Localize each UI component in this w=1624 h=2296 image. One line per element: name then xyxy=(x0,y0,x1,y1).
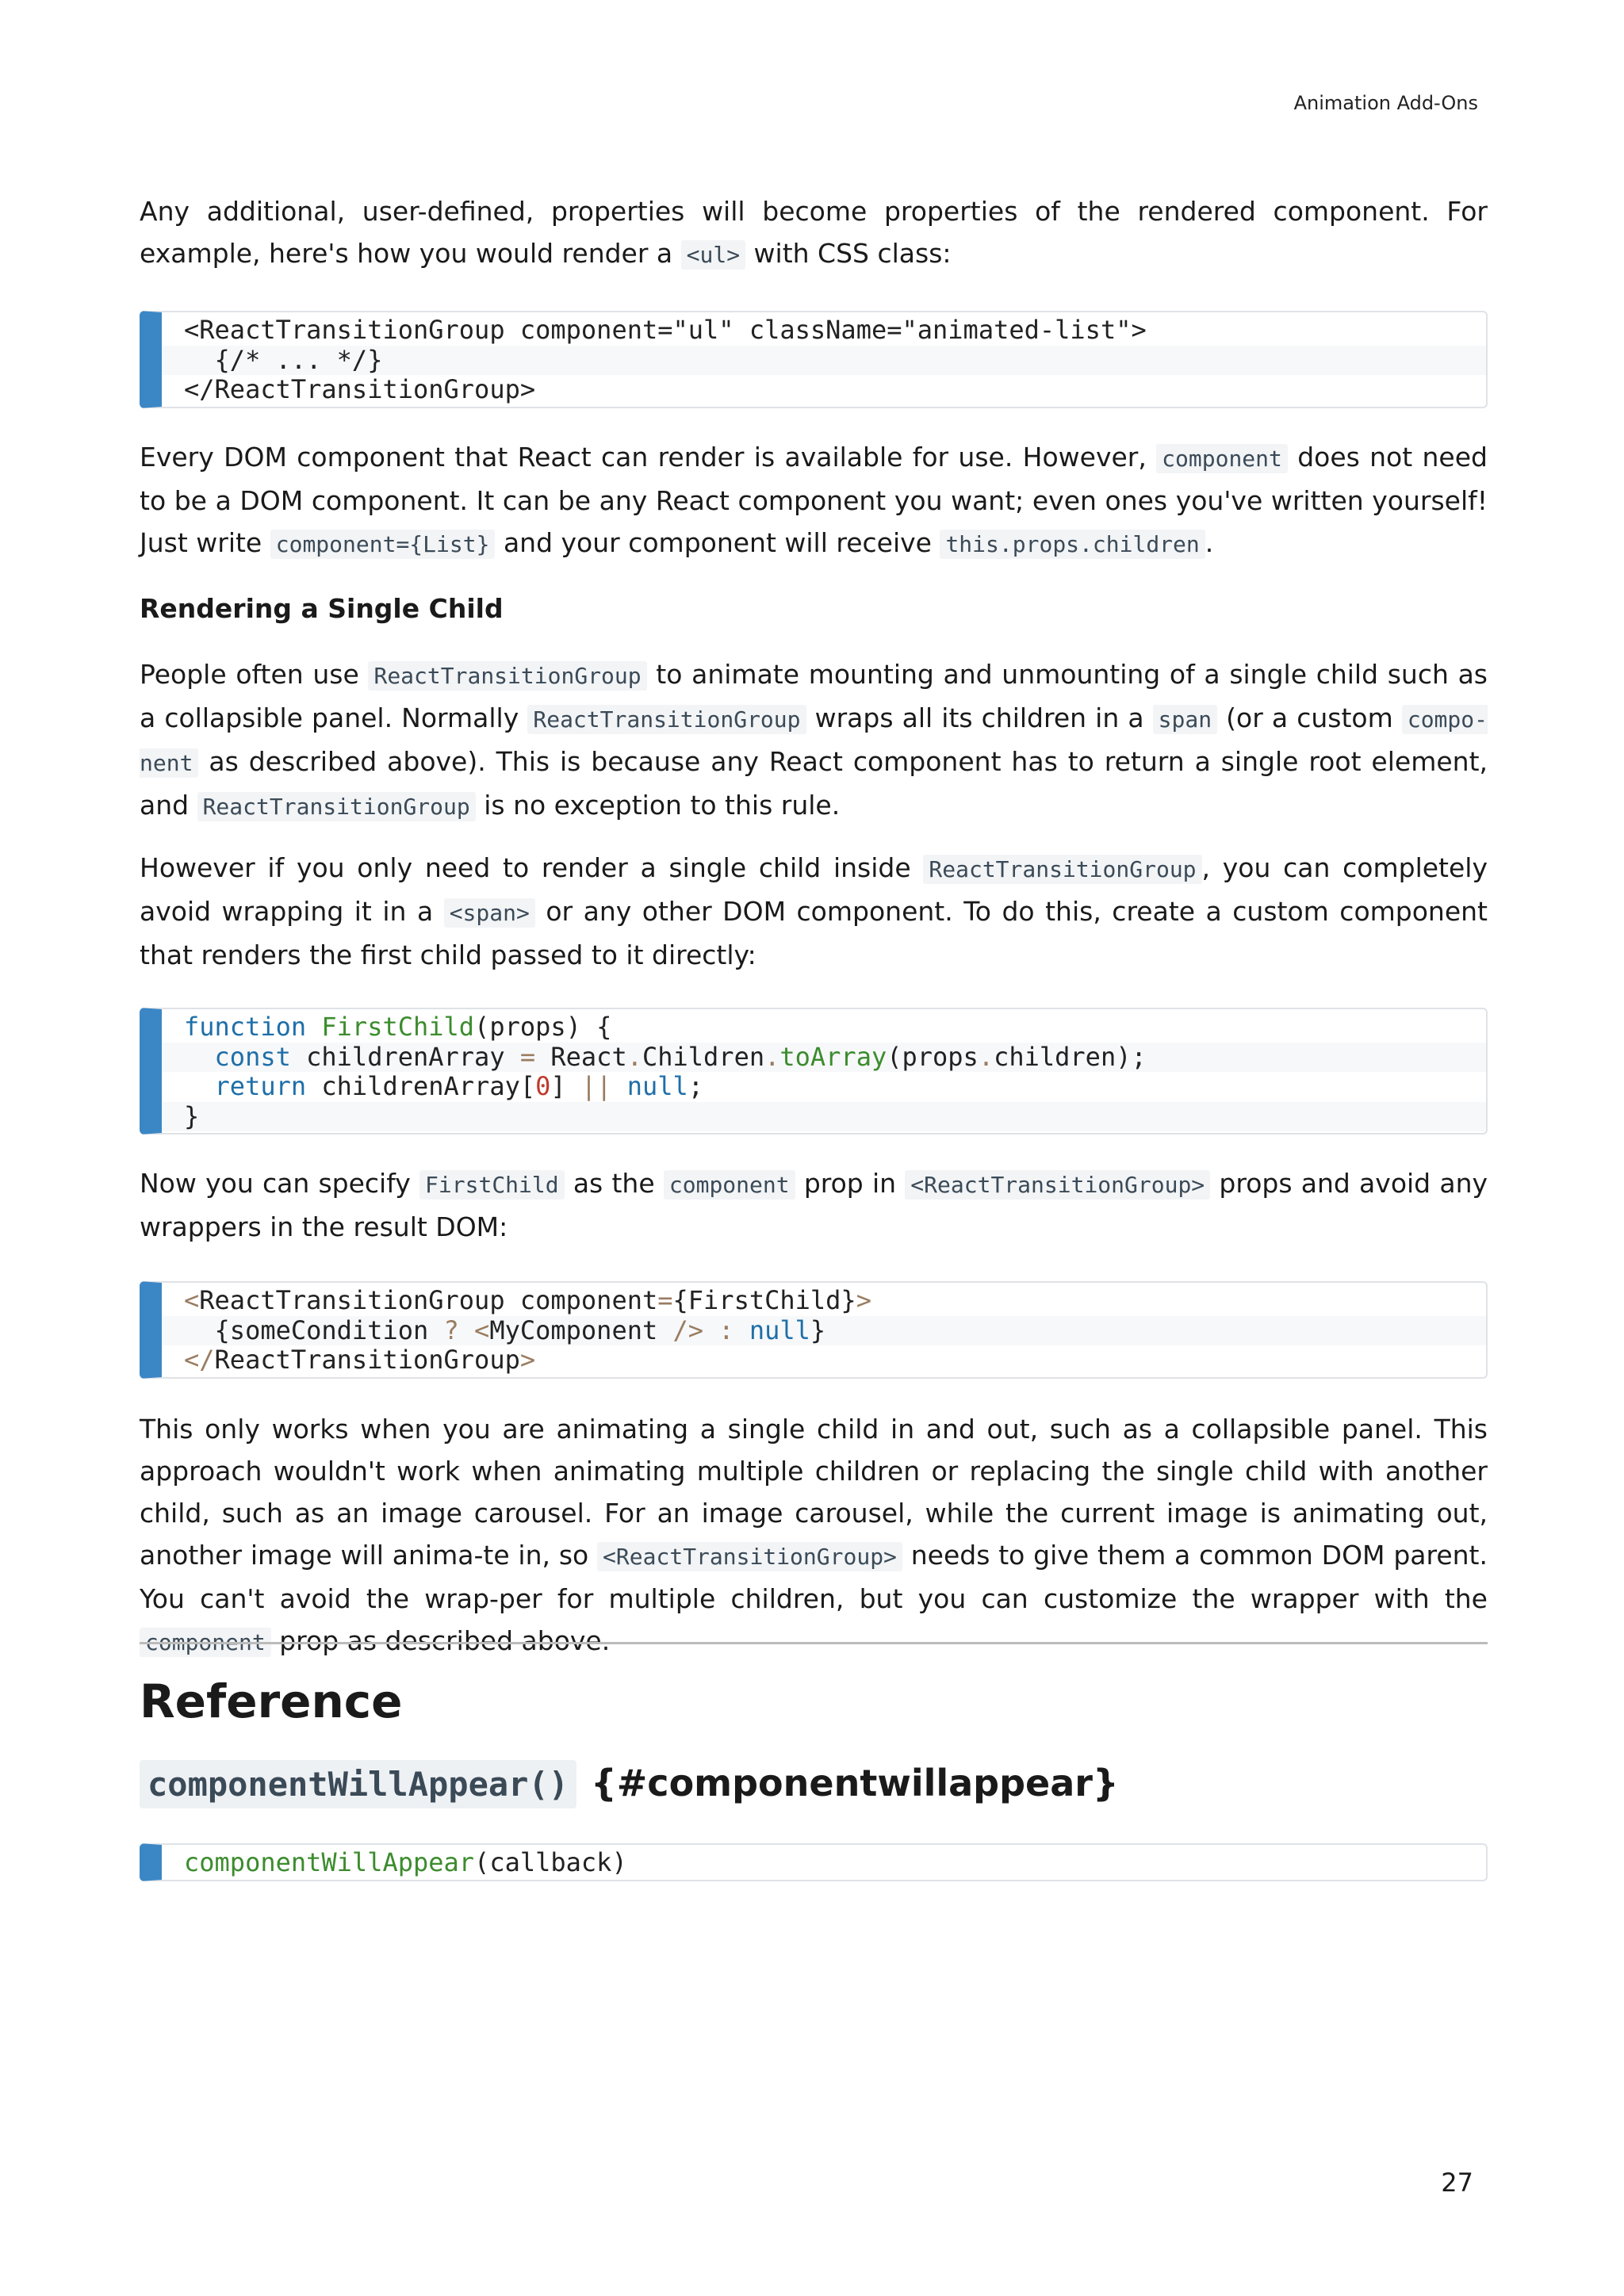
code-token: (props xyxy=(887,1041,979,1072)
reference-heading: Reference xyxy=(140,1674,403,1728)
inline-code: <ReactTransitionGroup> xyxy=(905,1170,1210,1200)
paragraph-single-child xyxy=(140,653,1488,828)
paragraph-avoid-wrapping xyxy=(140,847,1488,976)
method-code: componentWillAppear() xyxy=(140,1760,576,1808)
code-token: ; xyxy=(688,1071,704,1101)
code-line xyxy=(162,1102,1486,1132)
paragraph-text: Now you can specify xyxy=(140,1168,420,1199)
paragraph-text: or any other DOM component. To do this, create a custom component that renders the first child passed to it directly: xyxy=(140,896,1488,970)
paragraph-text: as described above). This is because any React component has to return a single root element, and xyxy=(140,746,1488,821)
code-line xyxy=(184,1072,1486,1102)
paragraph-text: However if you only need to render a single child inside xyxy=(140,852,924,883)
code-line xyxy=(184,1012,1486,1043)
code-token: } xyxy=(810,1314,826,1345)
inline-code: FirstChild xyxy=(419,1170,565,1200)
code-line xyxy=(184,1345,1486,1376)
paragraph-text: People often use xyxy=(140,659,369,690)
code-token: < xyxy=(458,1314,490,1345)
paragraph-text: does not need to be a DOM component. It can be any React component you want; even ones you've written yourself! Just write xyxy=(140,442,1488,558)
paragraph-text: needs to give them a common DOM parent. You can't avoid the wrap-per for multiple children, but you can customize the wrapper with the xyxy=(140,1540,1488,1614)
code-token: /> xyxy=(672,1314,704,1345)
code-block-firstchild xyxy=(140,1008,1488,1135)
code-line: <ReactTransitionGroup component="ul" className="animated-list"> xyxy=(184,315,1147,345)
code-token: children); xyxy=(994,1041,1147,1072)
code-token: Children xyxy=(642,1041,765,1072)
inline-code: component xyxy=(664,1170,795,1200)
paragraph-text: (or a custom xyxy=(1217,702,1402,733)
code-token: ? xyxy=(443,1314,459,1345)
paragraph-text: prop in xyxy=(795,1168,906,1199)
paragraph-text: to animate mounting and unmounting of a single child such as a collapsible panel. Normally xyxy=(140,659,1488,733)
inline-code: span xyxy=(1153,705,1217,734)
inline-code: ReactTransitionGroup xyxy=(368,661,646,691)
section-divider xyxy=(140,1642,1488,1644)
code-block-ul-example xyxy=(140,311,1488,408)
paragraph-intro xyxy=(140,190,1488,276)
code-token: < xyxy=(184,1285,200,1315)
code-token: = xyxy=(657,1285,673,1315)
code-block-signature xyxy=(140,1843,1488,1881)
code-token: > xyxy=(856,1285,871,1315)
paragraph-multiple-children xyxy=(140,1408,1488,1663)
code-token: </ xyxy=(184,1345,215,1375)
inline-code: compo-nent xyxy=(140,706,1488,776)
paragraph-dom-component xyxy=(140,436,1488,565)
paragraph-text: Every DOM component that React can render is available for use. However, xyxy=(140,442,1157,473)
code-token: (props) { xyxy=(474,1012,612,1042)
method-heading xyxy=(140,1762,1119,1804)
running-head: Animation Add-Ons xyxy=(1293,92,1478,114)
paragraph-text: . xyxy=(1205,527,1214,558)
code-token: > xyxy=(519,1345,536,1375)
code-token: FirstChild xyxy=(321,1012,475,1042)
code-token: MyComponent xyxy=(489,1314,673,1345)
code-token: . xyxy=(626,1041,642,1072)
code-token: function xyxy=(184,1012,307,1042)
code-block-component-prop xyxy=(140,1281,1488,1379)
code-token: . xyxy=(764,1041,780,1072)
code-line xyxy=(162,1316,1486,1346)
code-line xyxy=(184,1848,1486,1878)
code-token: {FirstChild} xyxy=(672,1285,856,1315)
code-token: toArray xyxy=(779,1041,887,1072)
inline-code: component={List} xyxy=(270,530,496,559)
code-token: : xyxy=(703,1314,734,1345)
paragraph-text: is no exception to this rule. xyxy=(475,790,841,821)
code-token: React xyxy=(535,1041,627,1072)
inline-code: ReactTransitionGroup xyxy=(527,705,806,734)
code-token: ReactTransitionGroup xyxy=(214,1345,520,1375)
code-line xyxy=(162,1043,1486,1073)
code-line: </ReactTransitionGroup> xyxy=(184,374,536,404)
code-token: const xyxy=(214,1041,291,1072)
paragraph-text: prop as described above. xyxy=(270,1625,611,1656)
paragraph-text: and your component will receive xyxy=(495,527,940,558)
page-number: 27 xyxy=(1441,2168,1473,2198)
code-token: childrenArray xyxy=(290,1041,520,1072)
code-token: return xyxy=(214,1071,307,1101)
inline-code: ReactTransitionGroup xyxy=(923,855,1201,884)
inline-code: <ReactTransitionGroup> xyxy=(597,1542,902,1571)
code-token: ReactTransitionGroup component xyxy=(199,1285,658,1315)
code-token: null xyxy=(733,1314,810,1345)
code-token: ] xyxy=(550,1071,581,1101)
code-token: childrenArray[ xyxy=(306,1071,536,1101)
inline-code: ReactTransitionGroup xyxy=(197,792,476,821)
inline-code: <ul> xyxy=(681,240,745,270)
code-token: componentWillAppear xyxy=(184,1847,475,1877)
code-token: || xyxy=(580,1071,612,1101)
code-token: . xyxy=(978,1041,994,1072)
code-token: = xyxy=(519,1041,536,1072)
paragraph-text: This only works when you are animating a single child in and out, such as a collapsible panel. This approach wouldn't work when animating multiple children or replacing the single child with another child, such as an image carousel. For an image carousel, while the current image is animating out, another image will anima-te in, so xyxy=(140,1414,1488,1571)
inline-code: <span> xyxy=(444,898,535,928)
code-line xyxy=(184,1286,1486,1316)
paragraph-text: with CSS class: xyxy=(745,238,952,269)
code-token: {someCondition xyxy=(214,1314,444,1345)
inline-code: component xyxy=(140,1628,271,1657)
code-token: } xyxy=(184,1100,200,1131)
paragraph-text: , you can completely avoid wrapping it in a xyxy=(140,852,1488,927)
code-token: (callback) xyxy=(474,1847,627,1877)
code-token: 0 xyxy=(535,1071,551,1101)
paragraph-text: Any additional, user-defined, properties will become properties of the rendered component. For example, here's how you would render a xyxy=(140,196,1488,269)
code-token: null xyxy=(626,1071,688,1101)
method-anchor: {#componentwillappear} xyxy=(591,1762,1119,1804)
paragraph-text: props and avoid any wrappers in the result DOM: xyxy=(140,1168,1488,1242)
code-line: {/* ... */} xyxy=(162,346,1486,376)
paragraph-text: as the xyxy=(564,1168,664,1199)
section-subheading: Rendering a Single Child xyxy=(140,593,504,624)
paragraph-text: wraps all its children in a xyxy=(806,702,1153,733)
inline-code: component xyxy=(1156,444,1288,473)
paragraph-specify-firstchild xyxy=(140,1162,1488,1248)
inline-code: this.props.children xyxy=(940,530,1205,559)
